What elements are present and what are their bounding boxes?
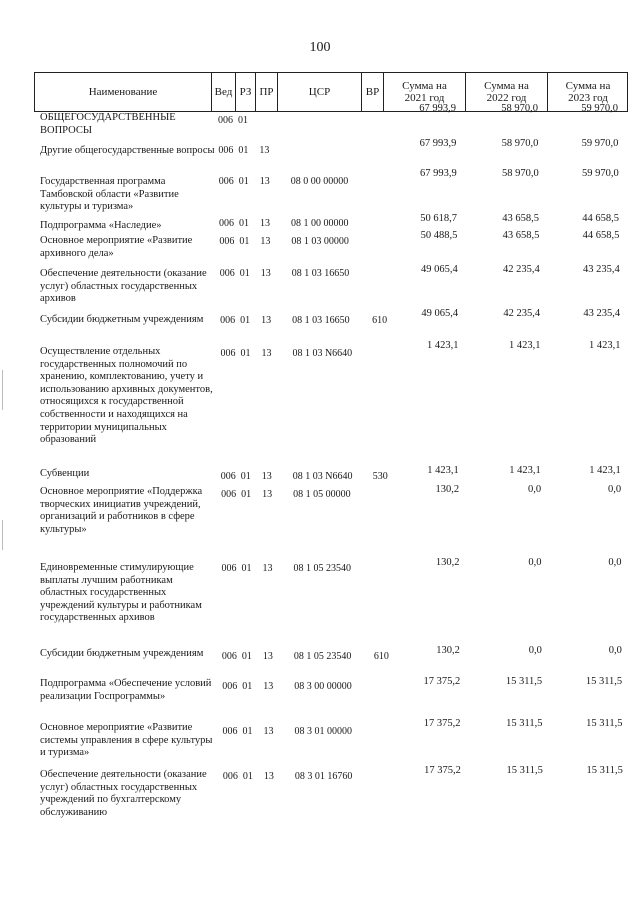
page-number: 100: [309, 40, 331, 55]
row-sum-2023: 1 423,1: [588, 340, 621, 351]
row-sum-2021: 130,2: [435, 484, 460, 495]
row-pr: 13: [263, 681, 274, 692]
row-csr: 08 1 03 N6640: [292, 471, 353, 482]
row-csr: 08 1 00 00000: [291, 218, 349, 229]
row-sum-2022: 1 423,1: [509, 465, 541, 476]
row-sum-2023: 44 658,5: [582, 213, 620, 224]
row-ved: 006: [220, 471, 236, 482]
row-rz: 01: [239, 236, 250, 247]
row-sum-2023: 0,0: [608, 645, 622, 656]
row-csr: 08 1 05 00000: [293, 489, 351, 500]
row-sum-2022: 1 423,1: [508, 340, 541, 351]
row-name: Субвенции: [40, 468, 90, 479]
row-rz: 01: [238, 145, 249, 156]
row-rz: 01: [241, 563, 252, 574]
row-ved: 006: [221, 489, 237, 500]
row-sum-2021: 17 375,2: [423, 676, 461, 687]
row-rz: 01: [240, 315, 251, 326]
row-sum-2021: 17 375,2: [424, 765, 461, 776]
row-csr: 08 1 05 23540: [293, 651, 352, 662]
row-name: Подпрограмма «Обеспечение условий реализации Госпрограммы»: [40, 678, 212, 702]
row-name: Основное мероприятие «Поддержка творческих инициатив учреждений, организаций и работников в сфере культуры»: [40, 486, 203, 535]
row-pr: 13: [261, 471, 272, 482]
row-sum-2021: 130,2: [436, 645, 460, 656]
row-ved: 006: [222, 681, 238, 692]
row-rz: 01: [240, 348, 251, 359]
header-ved: Вед: [211, 73, 235, 111]
row-name: Основное мероприятие «Развитие системы управления в сфере культуры и туризма»: [40, 722, 213, 759]
row-rz: 01: [239, 218, 250, 229]
row-pr: 13: [262, 489, 273, 500]
row-ved: 006: [222, 771, 238, 782]
row-name: Основное мероприятие «Развитие архивного дела»: [40, 235, 193, 259]
row-sum-2023: 44 658,5: [582, 230, 620, 241]
row-sum-2021: 1 423,1: [426, 340, 459, 351]
row-rz: 01: [242, 681, 253, 692]
row-name: Подпрограмма «Наследие»: [40, 220, 162, 231]
row-sum-2023: 15 311,5: [585, 676, 623, 687]
row-sum-2023: 0,0: [608, 484, 622, 495]
row-sum-2022: 15 311,5: [506, 718, 543, 729]
row-sum-2021: 67 993,9: [419, 103, 456, 114]
row-pr: 13: [260, 236, 271, 247]
row-ved: 006: [222, 726, 238, 737]
row-name: Другие общегосударственные вопросы: [40, 145, 215, 156]
header-name: Наименование: [88, 86, 158, 98]
row-csr: 08 1 03 16650: [291, 268, 350, 279]
row-name: Единовременные стимулирующие выплаты лучшим работникам областных государственных учреждений культуры и работникам государственных архивов: [40, 562, 202, 624]
row-sum-2022: 58 970,0: [501, 138, 539, 149]
row-name: Субсидии бюджетным учреждениям: [40, 314, 204, 325]
row-sum-2021: 50 488,5: [420, 230, 458, 241]
row-sum-2022: 42 235,4: [503, 264, 540, 275]
row-sum-2021: 50 618,7: [420, 213, 458, 224]
row-sum-2021: 67 993,9: [419, 138, 457, 149]
row-sum-2021: 130,2: [435, 557, 460, 568]
row-sum-2023: 43 235,4: [583, 264, 620, 275]
row-ved: 006: [218, 176, 234, 187]
row-pr: 13: [262, 563, 273, 574]
row-rz: 01: [241, 651, 252, 662]
row-csr: 08 1 03 16650: [292, 315, 350, 326]
header-sum-2021: Сумма на 2021 год: [383, 73, 465, 111]
row-sum-2022: 15 311,5: [506, 765, 543, 776]
row-pr: 13: [263, 771, 274, 782]
row-csr: 08 0 00 00000: [290, 176, 349, 187]
row-vr: 610: [373, 651, 389, 662]
row-sum-2021: 49 065,4: [421, 308, 459, 319]
row-sum-2023: 1 423,1: [589, 465, 621, 476]
row-sum-2022: 58 970,0: [501, 103, 538, 114]
header-pr: ПР: [255, 73, 277, 111]
row-sum-2022: 43 658,5: [502, 230, 540, 241]
row-sum-2022: 0,0: [528, 484, 542, 495]
row-pr: 13: [263, 726, 274, 737]
row-rz: 01: [239, 268, 250, 279]
header-csr: ЦСР: [277, 73, 361, 111]
row-ved: 006: [219, 218, 235, 229]
row-sum-2023: 59 970,0: [581, 103, 618, 114]
row-name: Осуществление отдельных государственных полномочий по хранению, комплектованию, учету и использованию архивных документов, относящихся к государственной собственности и находящихся на территории муниципальных образований: [40, 346, 213, 446]
header-sum-2022: Сумма на 2022 год: [465, 73, 547, 111]
row-ved: 006: [218, 145, 234, 156]
row-rz: 01: [242, 726, 253, 737]
row-ved: 006: [220, 315, 236, 326]
row-vr: 530: [372, 471, 388, 482]
row-vr: 610: [372, 315, 388, 326]
row-pr: 13: [261, 315, 272, 326]
row-name: Обеспечение деятельности (оказание услуг) областных государственных архивов: [40, 268, 207, 305]
row-sum-2023: 43 235,4: [583, 308, 621, 319]
row-ved: 006: [218, 115, 233, 126]
row-rz: 01: [238, 176, 249, 187]
row-sum-2021: 49 065,4: [421, 264, 458, 275]
row-sum-2021: 67 993,9: [419, 168, 457, 179]
row-rz: 01: [242, 771, 253, 782]
row-sum-2021: 17 375,2: [423, 718, 461, 729]
row-csr: 08 3 00 00000: [294, 681, 352, 692]
row-ved: 006: [219, 268, 235, 279]
row-pr: 13: [259, 145, 270, 156]
row-csr: 08 1 05 23540: [293, 563, 351, 574]
row-pr: 13: [259, 176, 270, 187]
row-pr: 13: [260, 268, 271, 279]
row-csr: 08 1 03 N6640: [292, 348, 353, 359]
row-pr: 13: [260, 218, 271, 229]
row-pr: 13: [261, 348, 272, 359]
row-name: Государственная программа Тамбовской области «Развитие культуры и туризма»: [40, 176, 179, 213]
row-sum-2022: 0,0: [528, 645, 542, 656]
row-csr: 08 3 01 16760: [294, 771, 353, 782]
scan-edge-mark: [2, 520, 3, 550]
row-name: ОБЩЕГОСУДАРСТВЕННЫЕ ВОПРОСЫ: [40, 112, 176, 136]
header-vr: ВР: [361, 73, 383, 111]
table-header: [34, 72, 628, 112]
row-sum-2022: 42 235,4: [503, 308, 541, 319]
row-sum-2023: 59 970,0: [581, 138, 619, 149]
row-sum-2022: 43 658,5: [502, 213, 540, 224]
row-sum-2023: 59 970,0: [581, 168, 619, 179]
row-pr: 13: [262, 651, 273, 662]
row-sum-2022: 15 311,5: [505, 676, 543, 687]
row-ved: 006: [221, 651, 237, 662]
header-rz: РЗ: [235, 73, 255, 111]
row-sum-2023: 15 311,5: [586, 765, 623, 776]
row-ved: 006: [219, 236, 235, 247]
row-sum-2021: 1 423,1: [427, 465, 459, 476]
row-sum-2023: 15 311,5: [586, 718, 623, 729]
row-sum-2022: 58 970,0: [501, 168, 539, 179]
row-rz: 01: [240, 471, 251, 482]
row-ved: 006: [220, 348, 236, 359]
row-name: Обеспечение деятельности (оказание услуг) областных государственных учреждений по бухгалтерскому обслуживанию: [40, 769, 207, 818]
row-csr: 08 3 01 00000: [294, 726, 353, 737]
row-sum-2023: 0,0: [608, 557, 622, 568]
row-csr: 08 1 03 00000: [291, 236, 349, 247]
row-sum-2022: 0,0: [528, 557, 542, 568]
row-rz: 01: [238, 115, 248, 126]
row-ved: 006: [221, 563, 237, 574]
header-sum-2023: Сумма на 2023 год: [547, 73, 628, 111]
row-rz: 01: [241, 489, 252, 500]
row-name: Субсидии бюджетным учреждениям: [40, 648, 204, 659]
scan-edge-mark: [2, 370, 3, 410]
